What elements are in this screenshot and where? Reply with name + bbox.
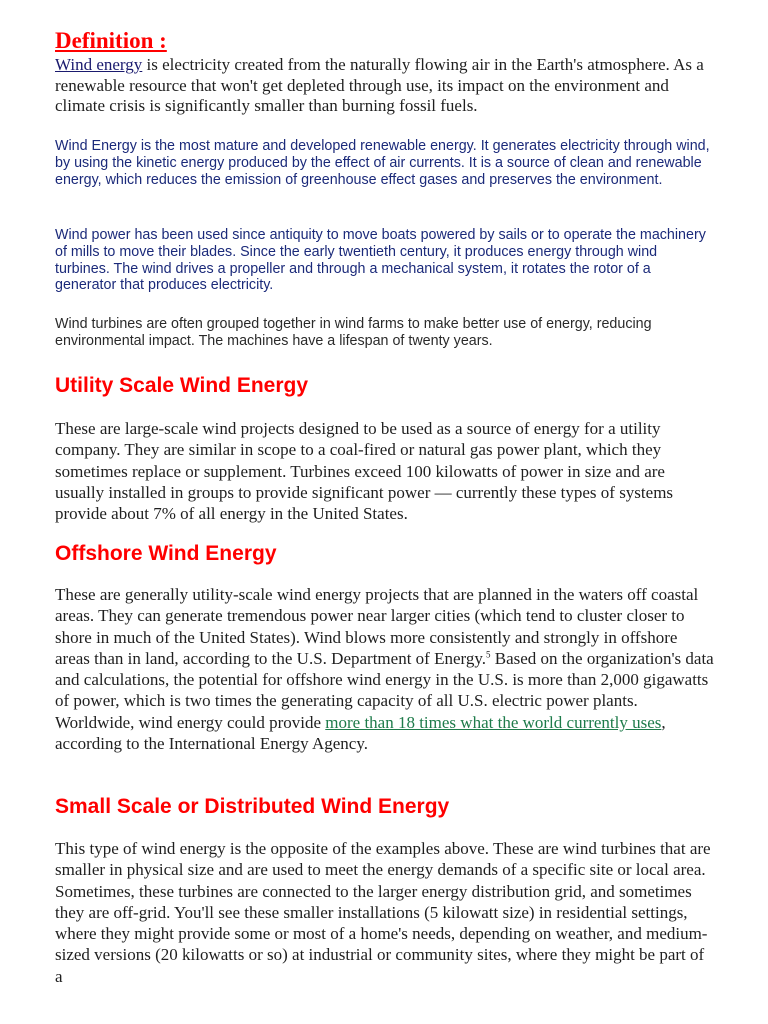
offshore-body-part-1: These are generally utility-scale wind energy projects that are planned in the waters off coastal areas. They can generate tremendous power near larger cities (which tend to cluster closer to shore in much of the United States). Wind blows more consistently and strongly in offshore areas than in land, according to the U.S. Department of Energy.: [55, 585, 699, 668]
small-scale-body: This type of wind energy is the opposite of the examples above. These are wind turbines that are smaller in physical size and are used to meet the energy demands of a specific site or local area. Sometimes, these turbines are connected to the larger energy distribution grid, and sometimes they are off-grid. You'll see these smaller installations (5 kilowatt size) in residential settings, where they might provide some or most of a home's needs, depending on weather, and medium-sized versions (20 kilowatts or so) at industrial or community sites, where they might be part of a: [55, 839, 711, 986]
definition-paragraph-3: Wind turbines are often grouped together in wind farms to make better use of energy, reducing environmental impact. The machines have a lifespan of twenty years.: [55, 316, 652, 349]
definition-intro: [55, 55, 720, 117]
small-scale-heading: Small Scale or Distributed Wind Energy: [55, 795, 450, 818]
iea-link[interactable]: more than 18 times what the world currently uses: [325, 712, 662, 732]
wind-energy-link[interactable]: Wind energy: [55, 55, 143, 74]
utility-scale-heading: Utility Scale Wind Energy: [55, 374, 309, 397]
offshore-body-part-2: Based on the organization's data and calculations, the potential for offshore wind energy in the U.S. is more than 2,000 gigawatts of power, which is two times the generating capacity of all U.S. electric power plants. Worldwide, wind energy could provide: [55, 648, 714, 732]
utility-scale-body: These are large-scale wind projects designed to be used as a source of energy for a utility company. They are similar in scope to a coal-fired or natural gas power plant, which they sometimes replace or supplement. Turbines exceed 100 kilowatts of power in size and are usually installed in groups to provide significant power — currently these types of systems provide about 7% of all energy in the United States.: [55, 419, 674, 524]
offshore-body: [55, 584, 715, 754]
footnote-marker: 5: [486, 649, 491, 660]
definition-paragraph-1: Wind Energy is the most mature and developed renewable energy. It generates electricity through wind, by using the kinetic energy produced by the effect of air currents. It is a source of clean and renewable energy, which reduces the emission of greenhouse effect gases and preserves the environment.: [55, 138, 710, 188]
definition-heading: Definition :: [55, 28, 167, 53]
definition-intro-text: is electricity created from the naturally flowing air in the Earth's atmosphere. As a renewable resource that won't get depleted through use, its impact on the environment and climate crisis is significantly smaller than burning fossil fuels.: [55, 55, 704, 115]
offshore-heading: Offshore Wind Energy: [55, 542, 277, 565]
definition-paragraph-2: Wind power has been used since antiquity to move boats powered by sails or to operate the machinery of mills to move their blades. Since the early twentieth century, it produces energy through wind turbines. The wind drives a propeller and through a mechanical system, it rotates the rotor of a generator that produces electricity.: [55, 227, 706, 294]
offshore-body-part-3: , according to the International Energy Agency.: [55, 712, 666, 754]
